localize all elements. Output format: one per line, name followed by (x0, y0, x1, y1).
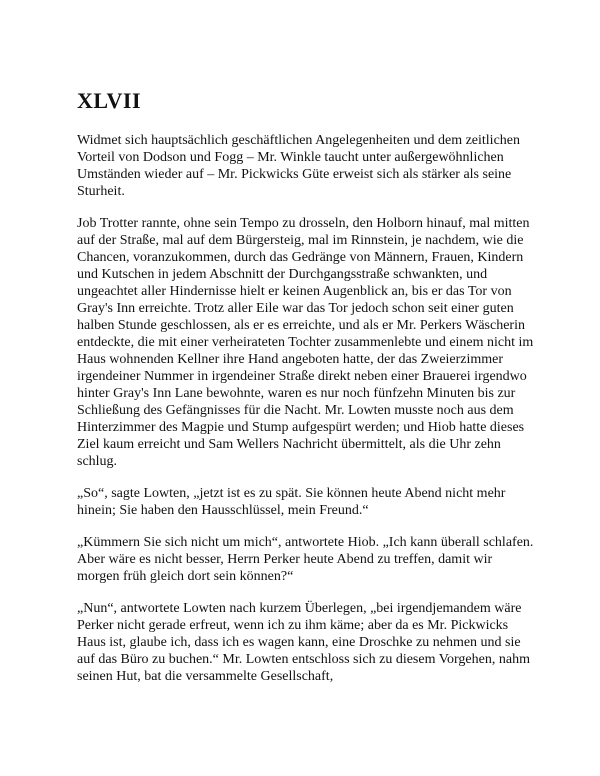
body-paragraph: Job Trotter rannte, ohne sein Tempo zu drosseln, den Holborn hinauf, mal mitten auf der Straße, mal auf dem Bürgersteig, mal im Rinnstein, je nachdem, wie die Chancen, voranzukommen, durch das Gedränge von Männern, Frauen, Kindern und Kutschen in jedem Abschnitt der Durchgangsstraße schwankten, und ungeachtet aller Hindernisse hielt er keinen Augenblick an, bis er das Tor von Gray's Inn erreichte. Trotz aller Eile war das Tor jedoch schon seit einer guten halben Stunde geschlossen, als er es erreichte, und als er Mr. Perkers Wäscherin entdeckte, die mit einer verheirateten Tochter zusammenlebte und einem nicht im Haus wohnenden Kellner ihre Hand angeboten hatte, der das Zweierzimmer irgendeiner Nummer in irgendeiner Straße direkt neben einer Brauerei irgendwo hinter Gray's Inn Lane bewohnte, waren es nur noch fünfzehn Minuten bis zur Schließung des Gefängnisses für die Nacht. Mr. Lowten musste noch aus dem Hinterzimmer des Magpie und Stump aufgespürt werden; und Hiob hatte dieses Ziel kaum erreicht und Sam Wellers Nachricht übermittelt, als die Uhr zehn schlug. (77, 216, 534, 469)
book-page (77, 88, 537, 700)
body-paragraph: „Kümmern Sie sich nicht um mich“, antwortete Hiob. „Ich kann überall schlafen. Aber wäre es nicht besser, Herrn Perker heute Abend zu treffen, damit wir morgen früh gleich dort sein können?“ (77, 535, 534, 584)
chapter-title: XLVII (77, 88, 142, 113)
body-paragraph: „Nun“, antwortete Lowten nach kurzem Überlegen, „bei irgendjemandem wäre Perker nicht gerade erfreut, wenn ich zu ihm käme; aber da es Mr. Pickwicks Haus ist, glaube ich, dass ich es wagen kann, eine Droschke zu nehmen und sie auf das Büro zu buchen.“ Mr. Lowten entschloss sich zu diesem Vorgehen, nahm seinen Hut, bat die versammelte Gesellschaft, (77, 601, 530, 684)
body-paragraph: „So“, sagte Lowten, „jetzt ist es zu spät. Sie können heute Abend nicht mehr hinein; Sie haben den Hausschlüssel, mein Freund.“ (77, 486, 506, 518)
chapter-summary: Widmet sich hauptsächlich geschäftlichen Angelegenheiten und dem zeitlichen Vorteil von Dodson und Fogg – Mr. Winkle taucht unter außergewöhnlichen Umständen wieder auf – Mr. Pickwicks Güte erweist sich als stärker als seine Sturheit. (77, 133, 521, 199)
